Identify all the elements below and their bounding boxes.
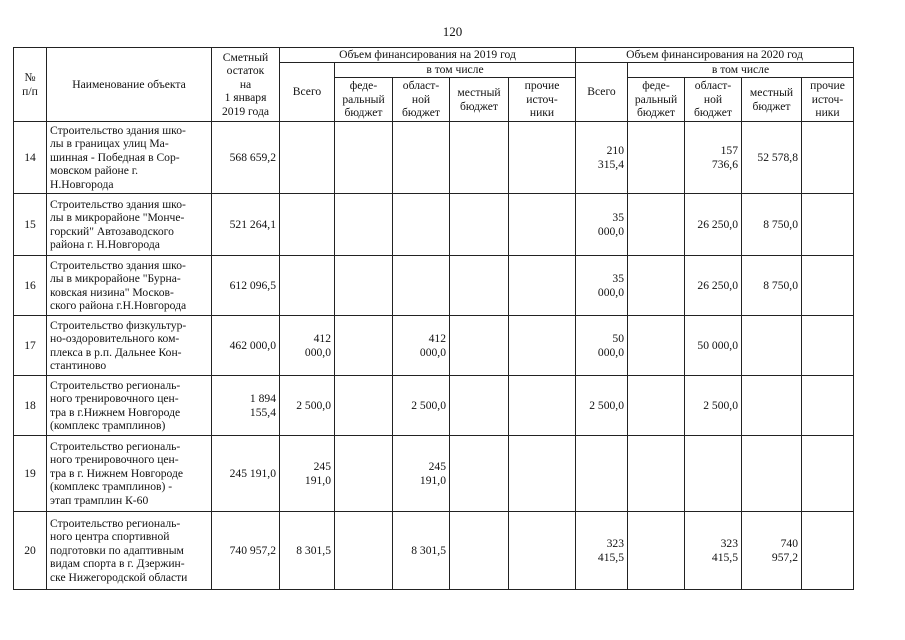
header-total-2019: Всего [280, 63, 335, 122]
row-num: 16 [14, 256, 47, 316]
table-row [14, 194, 854, 256]
header-remainder: Сметный остаток на 1 января 2019 года [212, 48, 280, 122]
object-name: Строительство здания шко- лы в микрорайоне "Бурна- ковская низина" Москов- ского района г.Н.Новгорода [47, 256, 212, 316]
header-regional-2020: област- ной бюджет [685, 78, 742, 122]
other-2020-cell [802, 122, 854, 194]
header-num: № п/п [14, 48, 47, 122]
local-2019-cell [450, 512, 509, 590]
table-row [14, 436, 854, 512]
funding-table [13, 47, 854, 590]
remainder-cell: 521 264,1 [212, 194, 280, 256]
total-2020-cell: 35 000,0 [576, 256, 628, 316]
header-regional-2019: област- ной бюджет [393, 78, 450, 122]
row-num: 15 [14, 194, 47, 256]
federal-2020-cell [628, 122, 685, 194]
federal-2020-cell [628, 376, 685, 436]
object-name: Строительство здания шко- лы в микрорайоне "Монче- горский" Автозаводского района г. Н.Новгорода [47, 194, 212, 256]
header-total-2020: Всего [576, 63, 628, 122]
header-funding-2019: Объем финансирования на 2019 год [280, 48, 576, 63]
regional-2020-cell: 50 000,0 [685, 316, 742, 376]
header-including-2019: в том числе [335, 63, 576, 78]
other-2020-cell [802, 512, 854, 590]
regional-2019-cell: 412 000,0 [393, 316, 450, 376]
table-row [14, 316, 854, 376]
local-2019-cell [450, 436, 509, 512]
total-2020-cell: 2 500,0 [576, 376, 628, 436]
page-number: 120 [442, 24, 463, 39]
federal-2019-cell [335, 376, 393, 436]
header-federal-2019: феде- ральный бюджет [335, 78, 393, 122]
regional-2020-cell: 323 415,5 [685, 512, 742, 590]
object-name: Строительство физкультур- но-оздоровительного ком- плекса в р.п. Дальнее Кон- стантиново [47, 316, 212, 376]
federal-2019-cell [335, 256, 393, 316]
row-num: 20 [14, 512, 47, 590]
other-2020-cell [802, 316, 854, 376]
federal-2019-cell [335, 436, 393, 512]
remainder-cell: 612 096,5 [212, 256, 280, 316]
header-including-2020: в том числе [628, 63, 854, 78]
row-num: 19 [14, 436, 47, 512]
table-body [14, 122, 854, 590]
regional-2020-cell: 26 250,0 [685, 256, 742, 316]
row-num: 17 [14, 316, 47, 376]
other-2020-cell [802, 436, 854, 512]
federal-2019-cell [335, 316, 393, 376]
federal-2020-cell [628, 512, 685, 590]
total-2019-cell: 245 191,0 [280, 436, 335, 512]
other-2020-cell [802, 194, 854, 256]
object-name: Строительство региональ- ного центра спортивной подготовки по адаптивным видам спорта в г. Дзержин- ске Нижегородской области [47, 512, 212, 590]
total-2020-cell: 210 315,4 [576, 122, 628, 194]
local-2020-cell: 8 750,0 [742, 256, 802, 316]
other-2019-cell [509, 316, 576, 376]
header-local-2020: местный бюджет [742, 78, 802, 122]
regional-2020-cell: 2 500,0 [685, 376, 742, 436]
total-2020-cell: 323 415,5 [576, 512, 628, 590]
object-name: Строительство здания шко- лы в границах улиц Ма- шинная - Победная в Сор- мовском районе г. Н.Новгорода [47, 122, 212, 194]
total-2019-cell: 412 000,0 [280, 316, 335, 376]
other-2019-cell [509, 256, 576, 316]
total-2019-cell [280, 194, 335, 256]
federal-2020-cell [628, 316, 685, 376]
remainder-cell: 740 957,2 [212, 512, 280, 590]
remainder-cell: 568 659,2 [212, 122, 280, 194]
local-2019-cell [450, 256, 509, 316]
local-2020-cell [742, 436, 802, 512]
table-row [14, 512, 854, 590]
total-2019-cell: 2 500,0 [280, 376, 335, 436]
federal-2019-cell [335, 194, 393, 256]
local-2019-cell [450, 122, 509, 194]
local-2019-cell [450, 376, 509, 436]
total-2019-cell: 8 301,5 [280, 512, 335, 590]
federal-2019-cell [335, 122, 393, 194]
remainder-cell: 462 000,0 [212, 316, 280, 376]
other-2019-cell [509, 436, 576, 512]
other-2020-cell [802, 376, 854, 436]
table-row [14, 256, 854, 316]
local-2020-cell: 740 957,2 [742, 512, 802, 590]
local-2020-cell: 8 750,0 [742, 194, 802, 256]
header-local-2019: местный бюджет [450, 78, 509, 122]
regional-2019-cell: 2 500,0 [393, 376, 450, 436]
regional-2019-cell [393, 256, 450, 316]
object-name: Строительство региональ- ного тренировочного цен- тра в г. Нижнем Новгороде (комплекс трамплинов) - этап трамплин К-60 [47, 436, 212, 512]
header-federal-2020: феде- ральный бюджет [628, 78, 685, 122]
local-2019-cell [450, 194, 509, 256]
table-row [14, 122, 854, 194]
federal-2020-cell [628, 256, 685, 316]
total-2020-cell: 35 000,0 [576, 194, 628, 256]
total-2019-cell [280, 256, 335, 316]
header-funding-2020: Объем финансирования на 2020 год [576, 48, 854, 63]
other-2019-cell [509, 122, 576, 194]
other-2020-cell [802, 256, 854, 316]
total-2020-cell [576, 436, 628, 512]
other-2019-cell [509, 376, 576, 436]
table-row [14, 376, 854, 436]
local-2020-cell [742, 376, 802, 436]
federal-2020-cell [628, 436, 685, 512]
regional-2019-cell: 245 191,0 [393, 436, 450, 512]
table-header [14, 48, 854, 122]
object-name: Строительство региональ- ного тренировочного цен- тра в г.Нижнем Новгороде (комплекс трамплинов) [47, 376, 212, 436]
header-other-2020: прочие источ- ники [802, 78, 854, 122]
regional-2019-cell [393, 122, 450, 194]
local-2020-cell: 52 578,8 [742, 122, 802, 194]
regional-2019-cell [393, 194, 450, 256]
local-2020-cell [742, 316, 802, 376]
header-other-2019: прочие источ- ники [509, 78, 576, 122]
total-2020-cell: 50 000,0 [576, 316, 628, 376]
regional-2020-cell [685, 436, 742, 512]
header-name: Наименование объекта [47, 48, 212, 122]
remainder-cell: 1 894 155,4 [212, 376, 280, 436]
total-2019-cell [280, 122, 335, 194]
row-num: 18 [14, 376, 47, 436]
local-2019-cell [450, 316, 509, 376]
regional-2019-cell: 8 301,5 [393, 512, 450, 590]
federal-2019-cell [335, 512, 393, 590]
remainder-cell: 245 191,0 [212, 436, 280, 512]
federal-2020-cell [628, 194, 685, 256]
other-2019-cell [509, 512, 576, 590]
regional-2020-cell: 26 250,0 [685, 194, 742, 256]
other-2019-cell [509, 194, 576, 256]
row-num: 14 [14, 122, 47, 194]
regional-2020-cell: 157 736,6 [685, 122, 742, 194]
